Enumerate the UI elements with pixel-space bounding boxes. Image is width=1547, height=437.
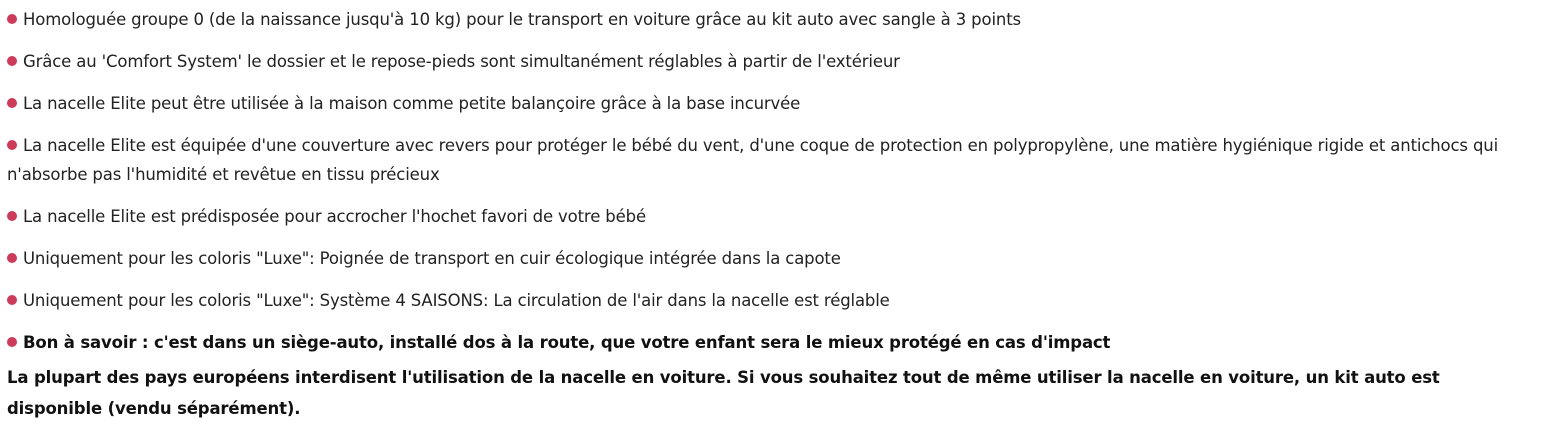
- bullet-icon: [7, 140, 17, 150]
- feature-list: [7, 5, 1537, 370]
- feature-text: Bon à savoir : c'est dans un siège-auto, installé dos à la route, que votre enfant sera le mieux protégé en cas d'impact: [23, 333, 1111, 352]
- feature-text: La nacelle Elite peut être utilisée à la maison comme petite balançoire grâce à la base incurvée: [23, 94, 801, 113]
- feature-item-leather-handle: [7, 244, 1537, 273]
- feature-text: La nacelle Elite est prédisposée pour accrocher l'hochet favori de votre bébé: [23, 207, 646, 226]
- feature-text: Grâce au 'Comfort System' le dossier et le repose-pieds sont simultanément réglables à partir de l'extérieur: [23, 52, 900, 71]
- bullet-icon: [7, 98, 17, 108]
- feature-item-good-to-know: [7, 328, 1537, 357]
- feature-text: Uniquement pour les coloris "Luxe": Poignée de transport en cuir écologique intégrée dans la capote: [23, 249, 841, 268]
- feature-item-four-seasons: [7, 286, 1537, 315]
- feature-item-rattle-hook: [7, 202, 1537, 231]
- feature-text: La nacelle Elite est équipée d'une couverture avec revers pour protéger le bébé du vent, d'une coque de protection en polypropylène, une matière hygiénique rigide et antichocs qui n'absorbe pas l'humidité et revêtue en tissu précieux: [7, 136, 1499, 184]
- bullet-icon: [7, 14, 17, 24]
- feature-text: Uniquement pour les coloris "Luxe": Système 4 SAISONS: La circulation de l'air dans la nacelle est réglable: [23, 291, 890, 310]
- bullet-icon: [7, 56, 17, 66]
- bullet-icon: [7, 211, 17, 221]
- feature-item-car-approval: [7, 5, 1537, 34]
- bullet-icon: [7, 295, 17, 305]
- car-kit-note: La plupart des pays européens interdisent l'utilisation de la nacelle en voiture. Si vous souhaitez tout de même utiliser la nacelle en voiture, un kit auto est disponible (vendu séparément).: [7, 368, 1440, 418]
- feature-item-cover-shell: [7, 131, 1537, 189]
- feature-text: Homologuée groupe 0 (de la naissance jusqu'à 10 kg) pour le transport en voiture grâce au kit auto avec sangle à 3 points: [23, 10, 1021, 29]
- feature-item-comfort-system: [7, 47, 1537, 76]
- bullet-icon: [7, 337, 17, 347]
- bullet-icon: [7, 253, 17, 263]
- feature-item-rocking-base: [7, 89, 1537, 118]
